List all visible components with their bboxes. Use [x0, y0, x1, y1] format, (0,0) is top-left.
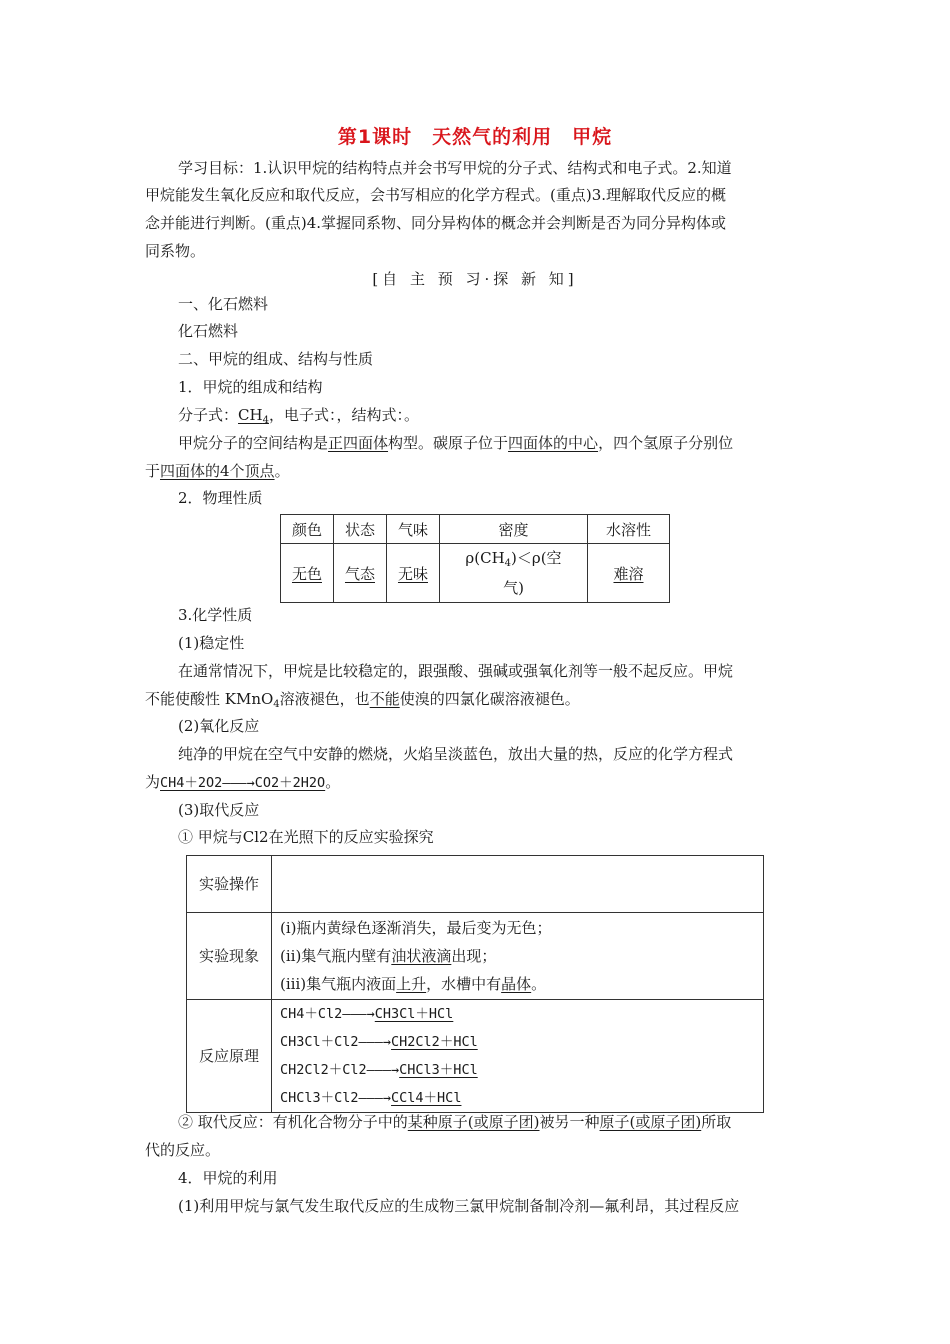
oxidation-line-2	[145, 772, 340, 793]
answer-odor: 无味	[397, 564, 428, 583]
structure-text: 甲烷分子的空间结构是	[178, 434, 329, 452]
oxidation-line-1: 纯净的甲烷在空气中安静的燃烧，火焰呈淡蓝色，放出大量的热，反应的化学方程式	[178, 745, 734, 763]
table-row	[187, 856, 764, 913]
section-1-heading: 一、化石燃料	[178, 295, 269, 313]
combustion-equation: CH4＋2O2―――→CO2＋2H2O	[160, 775, 326, 791]
substitution-heading: (3)取代反应	[178, 801, 260, 819]
answer-tetrahedron: 正四面体	[328, 434, 389, 452]
formula-ch: CH	[238, 406, 263, 424]
phenomenon-text: ，水槽中有	[426, 975, 502, 993]
answer-cannot: 不能	[369, 690, 400, 708]
density-text: 气)	[503, 579, 524, 597]
phenomenon-text: 出现；	[451, 947, 497, 965]
answer-crystal: 晶体	[501, 975, 532, 993]
reaction-lhs: CH4＋Cl2―――→	[280, 1006, 375, 1022]
stability-text: 不能使酸性 KMnO	[145, 690, 274, 708]
header-density: 密度	[440, 515, 588, 544]
cell-density	[440, 544, 588, 603]
formula-value	[238, 406, 269, 424]
oxidation-text: 为	[145, 773, 161, 791]
phenomenon-text: (ⅲ)集气瓶内液面	[280, 975, 397, 993]
table-row	[281, 544, 670, 603]
experiment-table	[186, 855, 764, 1113]
definition-text: 被另一种	[539, 1113, 600, 1131]
answer-color: 无色	[291, 564, 322, 583]
structure-line-2	[145, 461, 290, 481]
formula-suffix: ，电子式：，结构式：。	[268, 406, 419, 424]
objectives-line-1: 学习目标：1.认识甲烷的结构特点并会书写甲烷的分子式、结构式和电子式。2.知道	[178, 159, 732, 177]
cell-mechanism	[272, 1000, 764, 1113]
table-header-row	[281, 515, 670, 544]
oxidation-text: 。	[325, 773, 341, 791]
cell-color	[281, 544, 334, 603]
definition-line-1	[178, 1112, 731, 1132]
reaction-rhs: CH2Cl2＋HCl	[391, 1034, 478, 1050]
label-operation: 实验操作	[187, 856, 272, 913]
reaction-3	[280, 1056, 763, 1084]
phenomenon-1: (ⅰ)瓶内黄绿色逐渐消失，最后变为无色；	[280, 919, 552, 937]
answer-state: 气态	[344, 564, 375, 583]
label-mechanism: 反应原理	[187, 1000, 272, 1113]
answer-rise: 上升	[396, 975, 427, 993]
stability-text: 使溴的四氯化碳溶液褪色。	[399, 690, 580, 708]
density-text: )＜ρ(空	[511, 549, 562, 567]
reaction-rhs: CHCl3＋HCl	[399, 1062, 478, 1078]
definition-text: 所取	[701, 1113, 732, 1131]
section-2-heading: 二、甲烷的组成、结构与性质	[178, 350, 374, 368]
cell-phenomena	[272, 913, 764, 1000]
formula-subscript: 4	[262, 415, 269, 426]
header-color: 颜色	[281, 515, 334, 544]
oxidation-heading: (2)氧化反应	[178, 717, 260, 735]
answer-another-atom: 原子(或原子团)	[599, 1113, 702, 1131]
structure-text: ，四个氢原子分别位	[598, 434, 734, 452]
phenomenon-3	[280, 970, 763, 998]
subsection-physical-heading: 2．物理性质	[178, 489, 263, 507]
reaction-lhs: CH2Cl2＋Cl2―――→	[280, 1062, 400, 1078]
definition-line-2: 代的反应。	[145, 1141, 221, 1159]
uses-line-1: (1)利用甲烷与氯气发生取代反应的生成物三氯甲烷制备制冷剂—氟利昂，其过程反应	[178, 1197, 740, 1215]
answer-oily-drops: 油状液滴	[391, 947, 452, 965]
reaction-1	[280, 1000, 763, 1028]
answer-some-atom: 某种原子(或原子团)	[407, 1113, 540, 1131]
structure-text: 构型。碳原子位于	[388, 434, 509, 452]
kmno4-subscript: 4	[273, 699, 280, 710]
answer-center: 四面体的中心	[508, 434, 599, 452]
structure-text: 于	[145, 462, 161, 480]
reaction-2	[280, 1028, 763, 1056]
label-phenomena: 实验现象	[187, 913, 272, 1000]
reaction-lhs: CH3Cl＋Cl2―――→	[280, 1034, 392, 1050]
stability-line-2	[145, 689, 580, 715]
reaction-rhs: CH3Cl＋HCl	[374, 1006, 454, 1022]
stability-heading: (1)稳定性	[178, 634, 245, 652]
table-row	[187, 913, 764, 1000]
objectives-line-2: 甲烷能发生氧化反应和取代反应，会书写相应的化学方程式。(重点)3.理解取代反应的概	[145, 186, 727, 204]
experiment-heading: ① 甲烷与Cl2在光照下的反应实验探究	[178, 828, 434, 846]
subsection-chemical-heading: 3.化学性质	[178, 606, 253, 624]
answer-vertices: 四面体的4个顶点	[160, 462, 275, 480]
stability-line-1: 在通常情况下，甲烷是比较稳定的，跟强酸、强碱或强氧化剂等一般不起反应。甲烷	[178, 662, 734, 680]
definition-text: ② 取代反应：有机化合物分子中的	[178, 1113, 408, 1131]
table-row	[187, 1000, 764, 1113]
cell-solubility	[588, 544, 670, 603]
density-subscript: 4	[504, 558, 512, 569]
density-text: ρ(CH	[465, 549, 505, 567]
formula-prefix: 分子式：	[178, 406, 239, 424]
physical-properties-table	[280, 514, 670, 603]
section-banner: [自 主 预 习·探 新 知]	[372, 270, 578, 288]
reaction-4	[280, 1084, 763, 1112]
stability-text: 溶液褪色，也	[279, 690, 370, 708]
objectives-line-3: 念并能进行判断。(重点)4.掌握同系物、同分异构体的概念并会判断是否为同分异构体或	[145, 214, 727, 232]
structure-text: 。	[274, 462, 290, 480]
subsection-composition-heading: 1．甲烷的组成和结构	[178, 378, 323, 396]
cell-operation	[272, 856, 764, 913]
objectives-line-4: 同系物。	[145, 242, 206, 260]
header-solubility: 水溶性	[588, 515, 670, 544]
cell-state	[334, 544, 387, 603]
page-title: 第1课时 天然气的利用 甲烷	[337, 126, 613, 148]
structure-line-1	[178, 433, 733, 453]
molecular-formula-line	[178, 405, 419, 431]
answer-solubility: 难溶	[613, 564, 644, 583]
reaction-rhs: CCl4＋HCl	[391, 1090, 462, 1106]
header-odor: 气味	[387, 515, 440, 544]
reaction-lhs: CHCl3＋Cl2―――→	[280, 1090, 392, 1106]
section-1-text: 化石燃料	[178, 322, 239, 340]
subsection-uses-heading: 4．甲烷的利用	[178, 1169, 278, 1187]
cell-odor	[387, 544, 440, 603]
phenomenon-text: (ⅱ)集气瓶内壁有	[280, 947, 392, 965]
phenomenon-text: 。	[531, 975, 547, 993]
phenomenon-2	[280, 942, 763, 970]
header-state: 状态	[334, 515, 387, 544]
